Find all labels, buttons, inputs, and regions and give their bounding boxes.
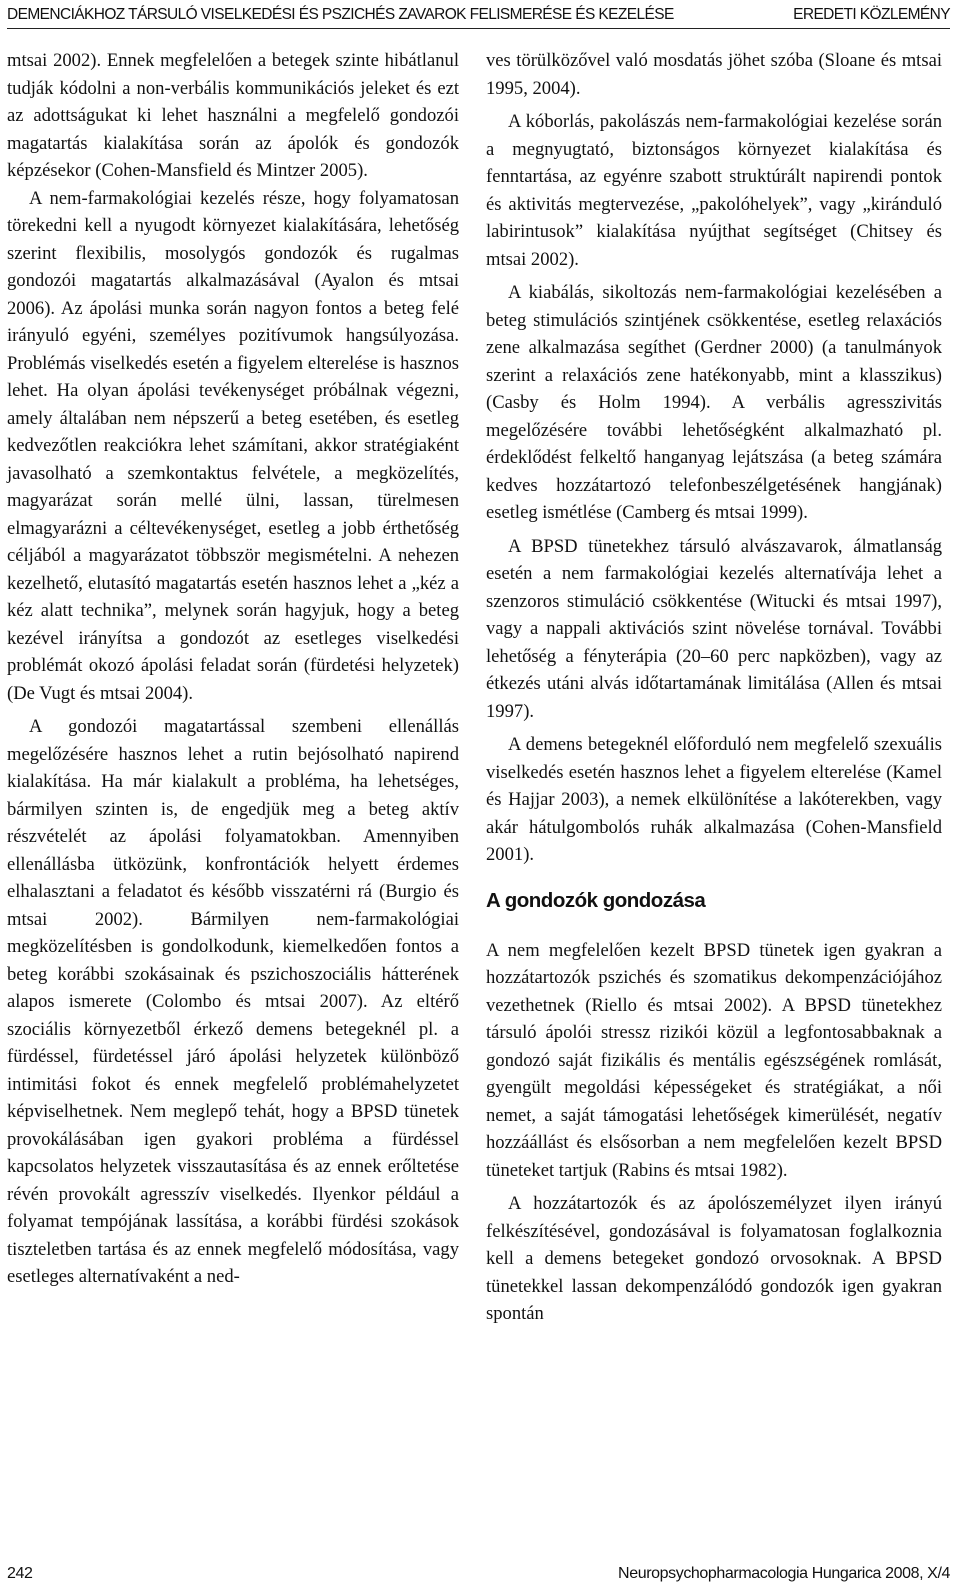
section-heading: A gondozók gondozása bbox=[486, 888, 706, 912]
right-column bbox=[486, 47, 942, 1328]
left-column bbox=[7, 47, 459, 1291]
page-footer bbox=[7, 1565, 950, 1583]
paragraph: A nem megfelelően kezelt BPSD tünetek igen gyakran a hozzátartozók pszichés és szomatikus dekompenzációjához vezethetnek (Riello és mtsai 2002). A BPSD tünetekhez társuló ápolói stressz rizikói közül a legfontosabbaknak a gondozó saját fizikális és mentális egészségének romlását, gyengült megoldási képességeket és stratégiákat, a női nemet, a saját támogatási lehetőségek kimerülését, negatív hozzáállást és elsősorban a nem megfelelően kezelt BPSD tüneteket tartjuk (Rabins és mtsai 1982). bbox=[486, 939, 942, 1181]
running-head bbox=[7, 6, 950, 29]
paragraph: A demens betegeknél előforduló nem megfelelő szexuális viselkedés esetén hasznos lehet a figyelem elterelése (Kamel és Hajjar 2003), a nemek elkülönítése a lakóterekben, vagy akár hátulgombolós ruhák alkalmazása (Cohen-Mansfield 2001). bbox=[486, 734, 942, 865]
paragraph: A hozzátartozók és az ápolószemélyzet ilyen irányú felkészítésével, gondozásával is folyamatosan foglalkoznia kell a demens betegeket gondozó orvosoknak. A BPSD tünetekkel lassan dekompenzálódó gondozók igen gyakran spontán bbox=[486, 1193, 942, 1324]
page-number: 242 bbox=[7, 1565, 33, 1582]
paragraph: A kiabálás, sikoltozás nem-farmakológiai kezelésében a beteg stimulációs szintjének csökkentése, esetleg relaxációs zene alkalmazása segíthet (Gerdner 2000) (a tanulmányok szerint a relaxációs zene hatékonyabb, mint a klasszikus) (Casby és Holm 1994). A verbális agresszivitás megelőzésére további lehetőségként alkalmazható pl. érdeklődést felkeltő hanganyag lejátszása (a beteg számára kedves hozzátartozó telefonbeszélgetésének hangjának) esetleg ismétlése (Camberg és mtsai 1999). bbox=[486, 282, 942, 523]
paragraph: A gondozói magatartással szembeni ellenállás megelőzésére hasznos lehet a rutin bejósolható napirend kialakítása. Ha már kialakult a probléma, ha lehetséges, bármilyen szinten is, de engedjük meg a beteg aktív részvételét az ápolási folyamatokban. Amennyiben ellenállásba ütközünk, konfrontációk helyett érdemes elhalasztani a feladatot és később visszatérni rá (Burgio és mtsai 2002). Bármilyen nem-farmakológiai megközelítésben is gondolkodunk, kiemelkedően fontos a beteg korábbi szokásainak és pszichoszociális hátterének alapos ismerete (Colombo és mtsai 2007). Az eltérő szociális környezetből érkező demens betegeknél pl. a fürdéssel, fürdetéssel járó ápolási helyzetek különböző intimitási fokot és ennek megfelelő problémahelyzetet képviselhetnek. Nem meglepő tehát, hogy a BPSD tünetek provokálásában igen gyakori probléma a fürdéssel kapcsolatos helyzetek visszautasítása és az ennek erőltetése révén provokált agresszív viselkedés. Ilyenkor például a folyamat tempójának lassítása, a korábbi fürdési szokások tiszteletben tartása és az ennek megfelelő módosítása, vagy esetleges alternatívaként a ned- bbox=[7, 716, 459, 1287]
journal-citation: Neuropsychopharmacologia Hungarica 2008, X/4 bbox=[618, 1565, 950, 1582]
paragraph: A BPSD tünetekhez társuló alvászavarok, álmatlanság esetén a nem farmakológiai kezelés alternatívája lehet a szenzoros stimuláció csökkentése (Witucki és mtsai 1997), vagy a nappali aktivációs szint növelése tornával. További lehetőség a fényterápia (20–60 perc napközben), vagy az étkezés utáni alvás időtartamának limitálása (Allen és mtsai 1997). bbox=[486, 535, 942, 722]
article-type-label: EREDETI KÖZLEMÉNY bbox=[793, 6, 950, 23]
running-head-title: DEMENCIÁKHOZ TÁRSULÓ VISELKEDÉSI ÉS PSZICHÉS ZAVAROK FELISMERÉSE ÉS KEZELÉSE bbox=[7, 6, 674, 23]
paragraph: A kóborlás, pakolászás nem-farmakológiai kezelése során a megnyugtató, biztonságos környezet kialakítása és fenntartása, az egyénre szabott struktúrált napirendi pontok és aktivitás megtervezése, „pakolóhelyek”, vagy „kiránduló labirintusok” kialakítása nyújthat segítséget (Chitsey és mtsai 2002). bbox=[486, 111, 942, 270]
paragraph: A nem-farmakológiai kezelés része, hogy folyamatosan törekedni kell a nyugodt környezet kialakítására, lehetőség szerint flexibilis, mosolygós gondozók és rugalmas gondozói magatartás alkalmazásával (Ayalon és mtsai 2006). Az ápolási munka során nagyon fontos a beteg felé irányuló egyéni, személyes pozitívumok hangsúlyozása. Problémás viselkedés esetén a figyelem elterelése is hasznos lehet. Ha olyan ápolási tevékenységet próbálnak végezni, amely általában nem népszerű a beteg esetében, és esetleg kedvezőtlen reakciókra lehet számítani, akkor stratégiaként javasolható a szemkontaktus felvétele, a megközelítés, magyarázat során mellé ülni, lassan, türelmesen elmagyarázni a céltevékenységet, esetleg a jobb érthetőség céljából a magyarázatot többször megismételni. A nehezen kezelhető, elutasító magatartás esetén hasznos lehet a „kéz a kéz alatt technika”, melynek során hagyjuk, hogy a beteg kezével irányítsa a gondozót az esetleges viselkedési problémát okozó ápolási feladat során (fürdetési helyzetek) (De Vugt és mtsai 2004). bbox=[7, 187, 459, 704]
paragraph: mtsai 2002). Ennek megfelelően a betegek szinte hibátlanul tudják kódolni a non-verbális kommunikációs jeleket és ezt az adottságukat ki lehet használni a megfelelő gondozói magatartás kialakítása során az ápolók és gondozók képzésekor (Cohen-Mansfield és Mintzer 2005). bbox=[7, 50, 459, 181]
paragraph: ves törülközővel való mosdatás jöhet szóba (Sloane és mtsai 1995, 2004). bbox=[486, 50, 942, 99]
